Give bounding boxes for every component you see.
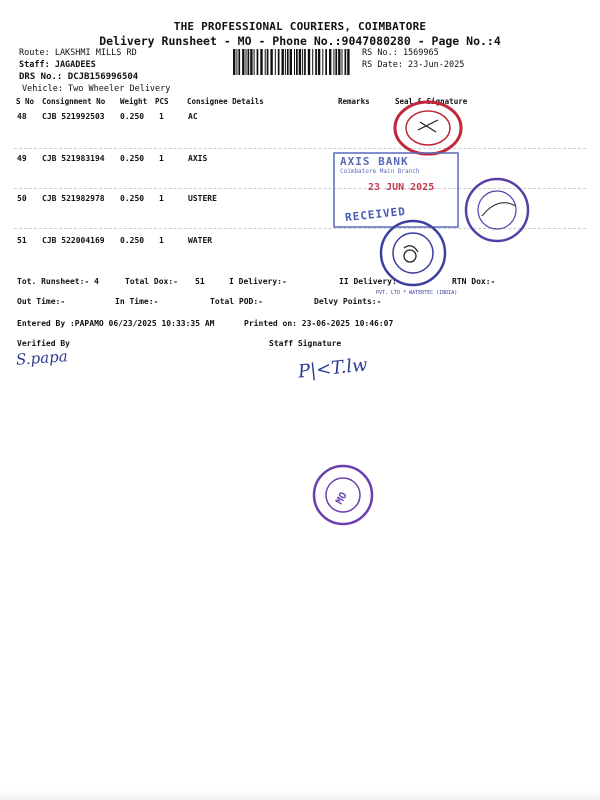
staff-signature-label: Staff Signature bbox=[269, 339, 342, 348]
col-sno: S No bbox=[16, 97, 35, 106]
purple-round-stamp bbox=[460, 176, 534, 244]
col-consignee: Consignee Details bbox=[187, 97, 264, 106]
route-label: Route: LAKSHMI MILLS RD bbox=[19, 48, 137, 58]
rs-number: RS No.: 1569965 bbox=[362, 48, 439, 58]
row-pcs: 1 bbox=[159, 154, 164, 163]
printed-on: Printed on: 23-06-2025 10:46:07 bbox=[244, 319, 394, 328]
row-weight: 0.250 bbox=[120, 236, 145, 245]
tot-runsheet: Tot. Runsheet:- 4 bbox=[17, 277, 99, 286]
mo-stamp-label: MO bbox=[334, 490, 350, 507]
company-title: THE PROFESSIONAL COURIERS, COIMBATORE bbox=[173, 20, 427, 33]
row-consignee: WATER bbox=[188, 236, 213, 245]
watertec-stamp bbox=[378, 218, 448, 288]
row-pcs: 1 bbox=[159, 194, 164, 203]
total-pod: Total POD:- bbox=[210, 297, 263, 306]
row-consignee: USTERE bbox=[188, 194, 217, 203]
i-delivery: I Delivery:- bbox=[229, 277, 287, 286]
out-time: Out Time:- bbox=[17, 297, 66, 306]
col-consignment: Consignment No bbox=[42, 97, 106, 106]
col-pcs: PCS bbox=[155, 97, 169, 106]
delvy-points: Delvy Points:- bbox=[314, 297, 382, 306]
total-dox-value: 51 bbox=[195, 277, 205, 286]
rs-date: RS Date: 23-Jun-2025 bbox=[362, 60, 465, 70]
ii-delivery: II Delivery:- bbox=[339, 277, 402, 286]
total-dox-label: Total Dox:- bbox=[125, 277, 178, 286]
row-weight: 0.250 bbox=[120, 112, 145, 121]
row-sno: 49 bbox=[17, 154, 27, 163]
vehicle-label: Vehicle: Two Wheeler Delivery bbox=[22, 84, 171, 94]
row-consignee: AC bbox=[188, 112, 198, 121]
row-weight: 0.250 bbox=[120, 194, 145, 203]
row-pcs: 1 bbox=[159, 112, 164, 121]
row-consignment: CJB 521992503 bbox=[42, 112, 105, 121]
barcode bbox=[233, 49, 351, 75]
entered-by: Entered By :PAPAMO 06/23/2025 10:33:35 AM bbox=[17, 319, 215, 328]
row-consignment: CJB 521983194 bbox=[42, 154, 105, 163]
axis-bank-branch: Coimbatore Main Branch bbox=[340, 168, 420, 175]
drs-number: DRS No.: DCJB156996504 bbox=[19, 72, 139, 82]
row-consignment: CJB 521982978 bbox=[42, 194, 105, 203]
verified-by-label: Verified By bbox=[17, 339, 70, 348]
axis-stamp-received: RECEIVED bbox=[344, 204, 407, 225]
row-sno: 51 bbox=[17, 236, 27, 245]
row-consignee: AXIS bbox=[188, 154, 208, 163]
row-sno: 48 bbox=[17, 112, 27, 121]
col-weight: Weight bbox=[120, 97, 148, 106]
axis-stamp-date: 23 JUN 2025 bbox=[368, 182, 435, 193]
row-sno: 50 bbox=[17, 194, 27, 203]
runsheet-title: Delivery Runsheet - MO - Phone No.:9047080280 - Page No.:4 bbox=[99, 34, 501, 48]
watertec-stamp-text: PVT. LTD * WATERTEC (INDIA) bbox=[376, 290, 458, 296]
axis-bank-name: AXIS BANK bbox=[340, 155, 409, 168]
row-weight: 0.250 bbox=[120, 154, 145, 163]
row-pcs: 1 bbox=[159, 236, 164, 245]
staff-signature: P|<T.lw bbox=[297, 354, 369, 383]
in-time: In Time:- bbox=[115, 297, 159, 306]
col-remarks: Remarks bbox=[338, 97, 370, 106]
verified-signature: S.papa bbox=[15, 347, 69, 369]
col-seal-signature: Seal & Signature bbox=[395, 97, 468, 106]
staff-label: Staff: JAGADEES bbox=[19, 60, 96, 70]
scan-edge bbox=[0, 790, 600, 800]
row-divider bbox=[14, 148, 586, 149]
rtn-dox: RTN Dox:- bbox=[452, 277, 496, 286]
row-consignment: CJB 522004169 bbox=[42, 236, 105, 245]
